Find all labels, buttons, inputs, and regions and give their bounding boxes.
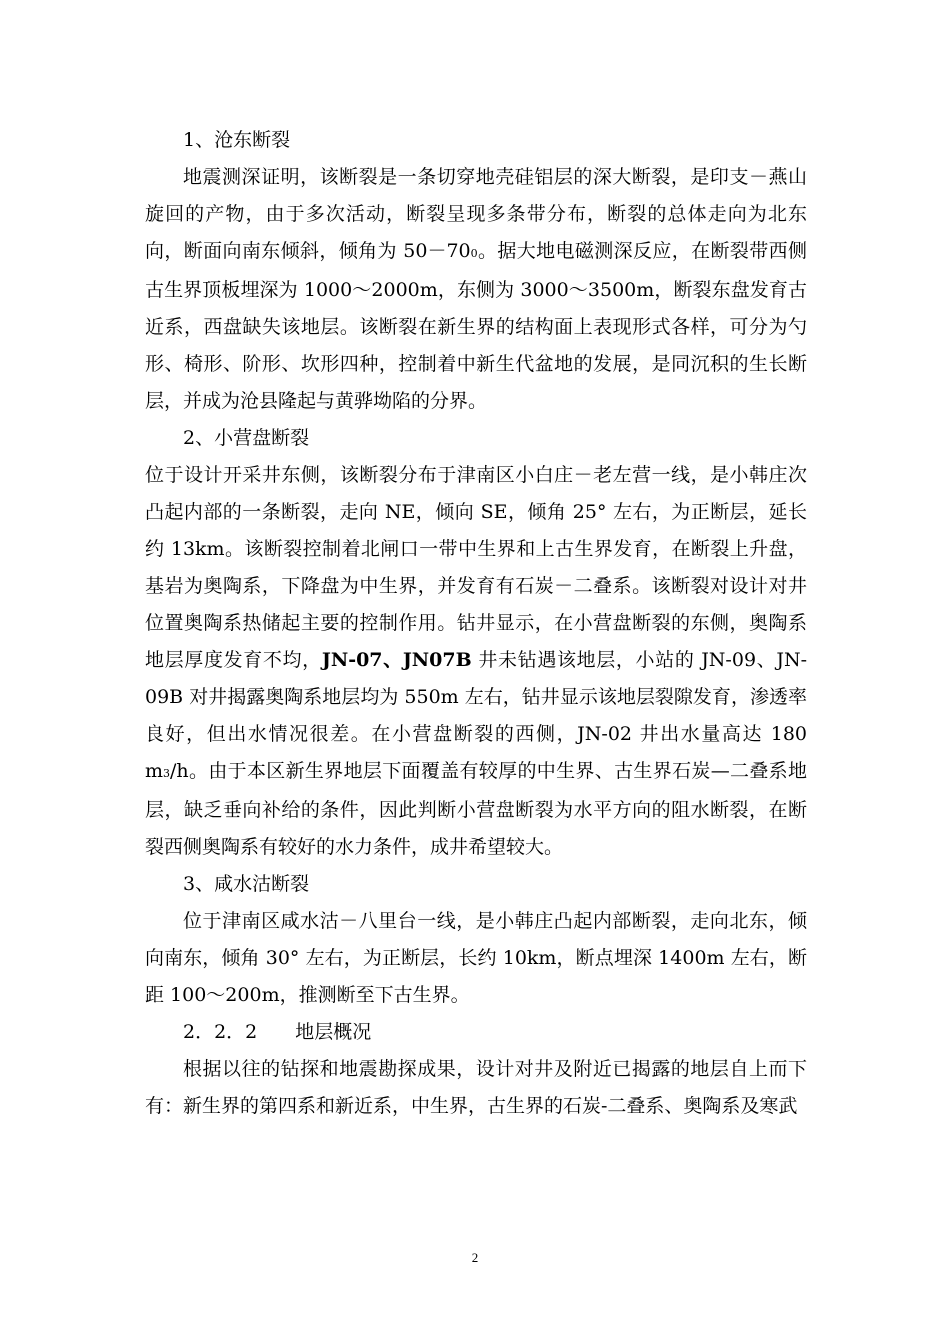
paragraph-text: 。据大地电磁测深反应，在断裂带西侧古生界顶板埋深为 1000～2000m，东侧为 3000～3500m，断裂东盘发育古近系，西盘缺失该地层。该断裂在新生界的结构面上表现形式各样，可分为勺形、椅形、阶形、坎形四种，控制着中新生代盆地的发展，是同沉积的生长断层，并成为沧县隆起与黄骅坳陷的分界。 bbox=[145, 240, 807, 412]
paragraph-xiaoyingpan-fault bbox=[145, 457, 807, 866]
document-body bbox=[145, 122, 807, 1125]
page-number: 2 bbox=[471, 1250, 479, 1265]
paragraph-cangdong-fault bbox=[145, 159, 807, 420]
paragraph-text: 地震测深证明，该断裂是一条切穿地壳硅铝层的深大断裂，是印支－燕山旋回的产物，由于多次活动，断裂呈现多条带分布，断裂的总体走向为北东向，断面向南东倾斜，倾角为 50－70 bbox=[145, 166, 807, 262]
paragraph-text: 位于设计开采井东侧，该断裂分布于津南区小白庄－老左营一线，是小韩庄次凸起内部的一条断裂，走向 NE，倾向 SE，倾角 25° 左右，为正断层，延长约 13km。该断裂控制着北闸口一带中生界和上古生界发育，在断裂上升盘，基岩为奥陶系，下降盘为中生界，并发育有石炭－二叠系。该断裂对设计对井位置奥陶系热储起主要的控制作用。钻井显示，在小营盘断裂的东侧，奥陶系地层厚度发育不均， bbox=[145, 464, 807, 671]
section-heading-cangdong-fault: 1、沧东断裂 bbox=[183, 129, 291, 151]
section-heading-strata-overview: 2．2．2 地层概况 bbox=[183, 1021, 372, 1043]
section-heading-xiaoyingpan-fault: 2、小营盘断裂 bbox=[183, 427, 310, 449]
paragraph-strata-overview: 根据以往的钻探和地震勘探成果，设计对井及附近已揭露的地层自上而下有：新生界的第四系和新近系，中生界，古生界的石炭-二叠系、奥陶系及寒武 bbox=[145, 1058, 807, 1117]
section-heading-xianshuigu-fault: 3、咸水沽断裂 bbox=[183, 873, 310, 895]
paragraph-text: /h。由于本区新生界地层下面覆盖有较厚的中生界、古生界石炭—二叠系地层，缺乏垂向补给的条件，因此判断小营盘断裂为水平方向的阻水断裂，在断裂西侧奥陶系有较好的水力条件，成井希望较大。 bbox=[145, 760, 807, 858]
unit-exponent: 3 bbox=[163, 767, 171, 780]
degree-marker: 0 bbox=[470, 247, 478, 260]
bold-well-ids: JN-07、JN07B bbox=[321, 649, 472, 671]
paragraph-xianshuigu-fault: 位于津南区咸水沽－八里台一线，是小韩庄凸起内部断裂，走向北东，倾向南东，倾角 30° 左右，为正断层，长约 10km，断点埋深 1400m 左右，断距 100～200m，推测断至下古生界。 bbox=[145, 910, 807, 1006]
paragraph-text: 井未钻遇该地层，小站的 JN-09、JN-09B 对井揭露奥陶系地层均为 550m 左右，钻井显示该地层裂隙发育，渗透率良好，但出水情况很差。在小营盘断裂的西侧，JN-02 井出水量高达 180 m bbox=[145, 649, 807, 782]
